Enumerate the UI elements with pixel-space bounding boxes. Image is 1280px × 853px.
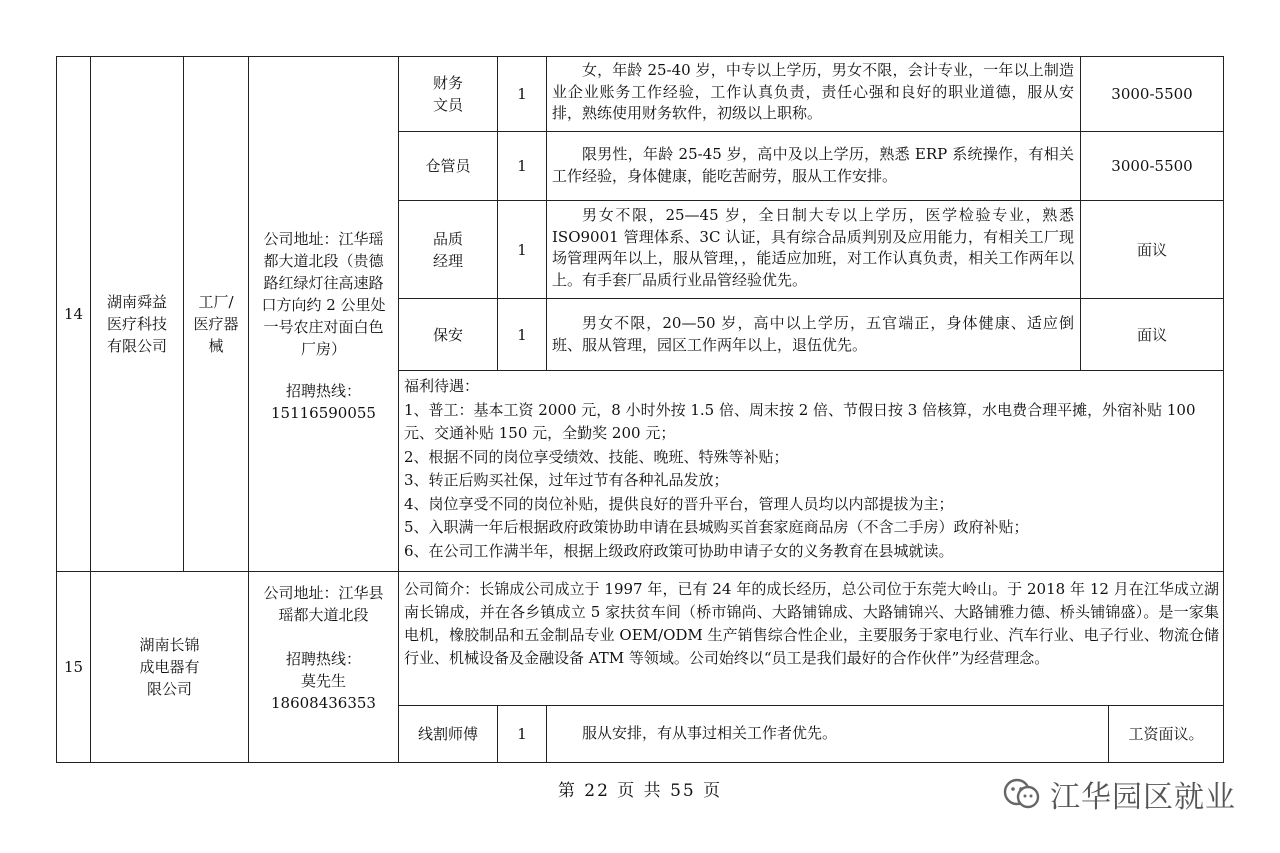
job-description: 女，年龄 25-40 岁，中专以上学历，男女不限，会计专业，一年以上制造业企业账务工作经验，工作认真负责，责任心强和良好的职业道德，服从安排，熟练使用财务软件，初级以上职称。 — [552, 61, 1074, 122]
row-index: 15 — [63, 658, 84, 676]
benefit-item: 2、根据不同的岗位享受绩效、技能、晚班、特殊等补贴； — [404, 447, 789, 466]
hotline-label: 招聘热线： — [285, 382, 361, 400]
company-name: 湖南舜益 医疗科技 有限公司 — [106, 293, 167, 355]
benefits-list — [404, 375, 1220, 563]
page-number: 第 22 页 共 55 页 — [557, 781, 723, 801]
company-name: 湖南长锦 成电器有 限公司 — [139, 636, 200, 698]
benefit-item: 6、在公司工作满半年，根据上级政府政策可协助申请子女的义务教育在县城就读。 — [404, 541, 954, 560]
job-count: 1 — [517, 240, 527, 259]
benefit-item: 1、普工：基本工资 2000 元，8 小时外按 1.5 倍、周末按 2 倍、节假日按 3 倍核算，水电费合理平摊，外宿补贴 100 元、交通补贴 150 元，全勤奖 200 元； — [404, 400, 1196, 442]
benefit-item: 3、转正后购买社保，过年过节有各种礼品发放； — [404, 471, 729, 489]
benefit-item: 5、入职满一年后根据政府政策协助申请在县城购买首套家庭商品房（不含二手房）政府补贴； — [404, 518, 1029, 536]
job-description: 限男性，年龄 25-45 岁，高中及以上学历，熟悉 ERP 系统操作，有相关工作经验，身体健康，能吃苦耐劳，服从工作安排。 — [552, 145, 1074, 185]
rule — [398, 370, 1224, 371]
job-description: 男女不限，20—50 岁，高中以上学历，五官端正，身体健康、适应倒班、服从管理，园区工作两年以上，退伍优先。 — [552, 314, 1074, 354]
company-address: 公司地址：江华县 瑶都大道北段 招聘热线： 莫先生 18608436353 — [263, 584, 384, 712]
benefit-item: 4、岗位享受不同的岗位补贴，提供良好的晋升平台，管理人员均以内部提拔为主； — [404, 494, 954, 513]
watermark-text: 江华园区就业 — [1050, 780, 1236, 815]
job-count: 1 — [517, 325, 527, 344]
job-salary: 面议 — [1136, 240, 1167, 259]
job-title: 线割师傅 — [417, 725, 478, 743]
industry: 工厂/ 医疗器 械 — [193, 293, 239, 355]
job-salary: 3000-5500 — [1111, 157, 1193, 175]
job-description: 服从安排，有从事过相关工作者优先。 — [582, 724, 838, 742]
contact-person: 莫先生 — [300, 672, 346, 690]
rule — [546, 56, 547, 371]
job-salary: 3000-5500 — [1111, 85, 1193, 103]
rule — [546, 705, 547, 763]
job-title: 保安 — [432, 325, 463, 344]
wechat-official-account-icon — [1000, 776, 1044, 812]
rule-right — [1223, 56, 1224, 763]
job-title: 财务 文员 — [432, 74, 463, 114]
job-salary: 面议 — [1136, 325, 1167, 344]
rule-bottom — [56, 762, 1224, 763]
job-count: 1 — [517, 157, 527, 175]
job-count: 1 — [517, 725, 527, 743]
job-title: 仓管员 — [425, 157, 471, 175]
hotline-number: 18608436353 — [271, 694, 376, 712]
job-count: 1 — [517, 85, 527, 103]
hotline-label: 招聘热线： — [285, 650, 361, 668]
company-intro: 公司简介：长锦成公司成立于 1997 年，已有 24 年的成长经历，总公司位于东莞大岭山。于 2018 年 12 月在江华成立湖南长锦成，并在各乡镇成立 5 家扶贫车间（桥市锦尚、大路铺锦成、大路铺锦兴、大路铺雅力德、桥头铺锦盛）。是一家集电机，橡胶制品和五金制品专业 OEM/ODM 生产销售综合性企业，主要服务于家电行业、汽车行业、电子行业、物流仓储行业、机械设备及金融设备 ATM 等领域。公司始终以“员工是我们最好的合作伙伴”为经营理念。 — [404, 580, 1219, 667]
benefits-heading: 福利待遇： — [404, 377, 480, 395]
row-index: 14 — [63, 305, 84, 323]
hotline-number: 15116590055 — [271, 404, 376, 422]
watermark — [1000, 770, 1236, 818]
company-address: 公司地址：江华瑶 都大道北段（贵德 路红绿灯往高速路 口方向约 2 公里处 一号农庄对面白色 厂房） 招聘热线： 15116590055 — [261, 230, 386, 422]
job-title: 品质 经理 — [432, 229, 463, 270]
job-description: 男女不限，25—45 岁，全日制大专以上学历，医学检验专业，熟悉 ISO9001 管理体系、3C 认证，具有综合品质判别及应用能力，有相关工厂现场管理两年以上，服从管理，，能适应加班，对工作认真负责，相关工作两年以上。有手套厂品质行业品管经验优先。 — [552, 206, 1074, 289]
job-salary: 工资面议。 — [1128, 725, 1204, 743]
